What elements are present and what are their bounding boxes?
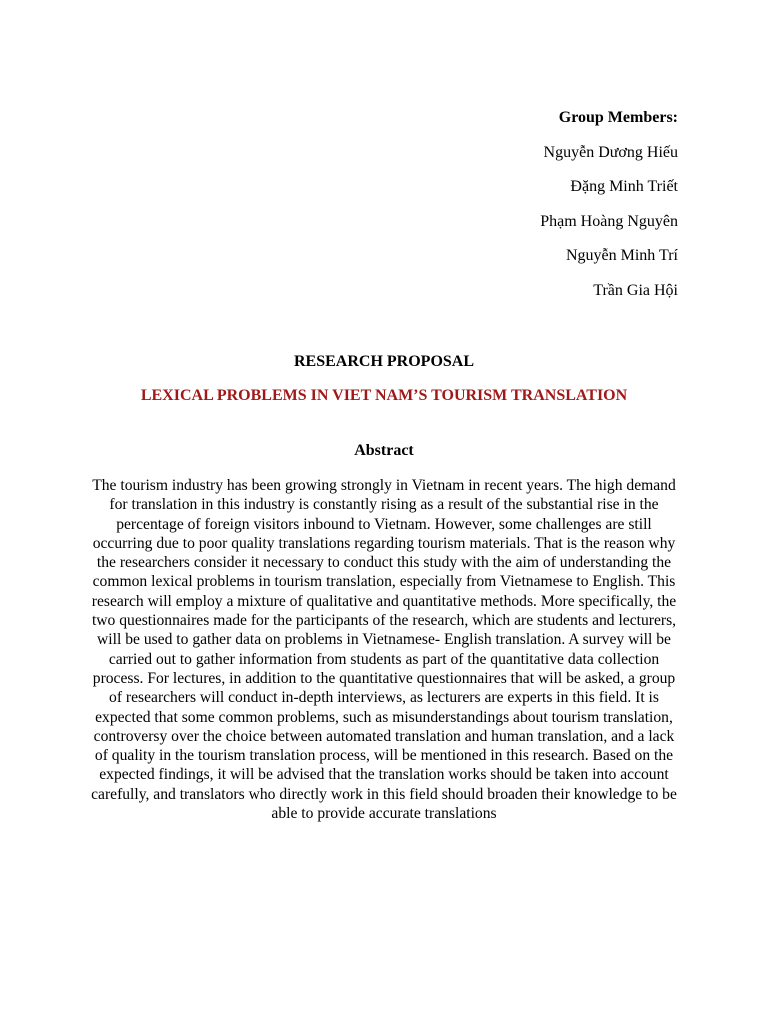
abstract-heading: Abstract xyxy=(354,442,414,459)
group-member-name: Đặng Minh Triết xyxy=(570,178,678,196)
title-block xyxy=(0,352,768,406)
proposal-label: RESEARCH PROPOSAL xyxy=(293,353,475,370)
group-member-name: Nguyễn Minh Trí xyxy=(565,247,678,265)
abstract-body: The tourism industry has been growing strongly in Vietnam in recent years. The high demand for translation in this industry is constantly rising as a result of the substantial rise in the percentage of foreign visitors inbound to Vietnam. However, some challenges are still occurring due to poor quality translations regarding tourism materials. That is the reason why the researchers consider it necessary to conduct this study with the aim of understanding the common lexical problems in tourism translation, especially from Vietnamese to English. This research will employ a mixture of qualitative and quantitative methods. More specifically, the two questionnaires made for the participants of the research, which are students and lecturers, will be used to gather data on problems in Vietnamese- English translation. A survey will be carried out to gather information from students as part of the quantitative data collection process. For lectures, in addition to the quantitative questionnaires that will be asked, a group of researchers will conduct in-depth interviews, as lecturers are experts in this field. It is expected that some common problems, such as misunderstandings about tourism translation, controversy over the choice between automated translation and human translation, and a lack of quality in the tourism translation process, will be mentioned in this research. Based on the expected findings, it will be advised that the translation works should be taken into account carefully, and translators who directly work in this field should broaden their knowledge to be able to provide accurate translations xyxy=(91,477,677,823)
group-member-name: Trần Gia Hội xyxy=(593,281,678,299)
proposal-title: LEXICAL PROBLEMS IN VIET NAM’S TOURISM TRANSLATION xyxy=(140,387,628,404)
group-members-heading: Group Members: xyxy=(558,109,678,126)
group-members-block xyxy=(540,108,678,301)
group-member-name: Nguyễn Dương Hiếu xyxy=(543,143,678,161)
group-member-name: Phạm Hoàng Nguyên xyxy=(540,212,678,230)
